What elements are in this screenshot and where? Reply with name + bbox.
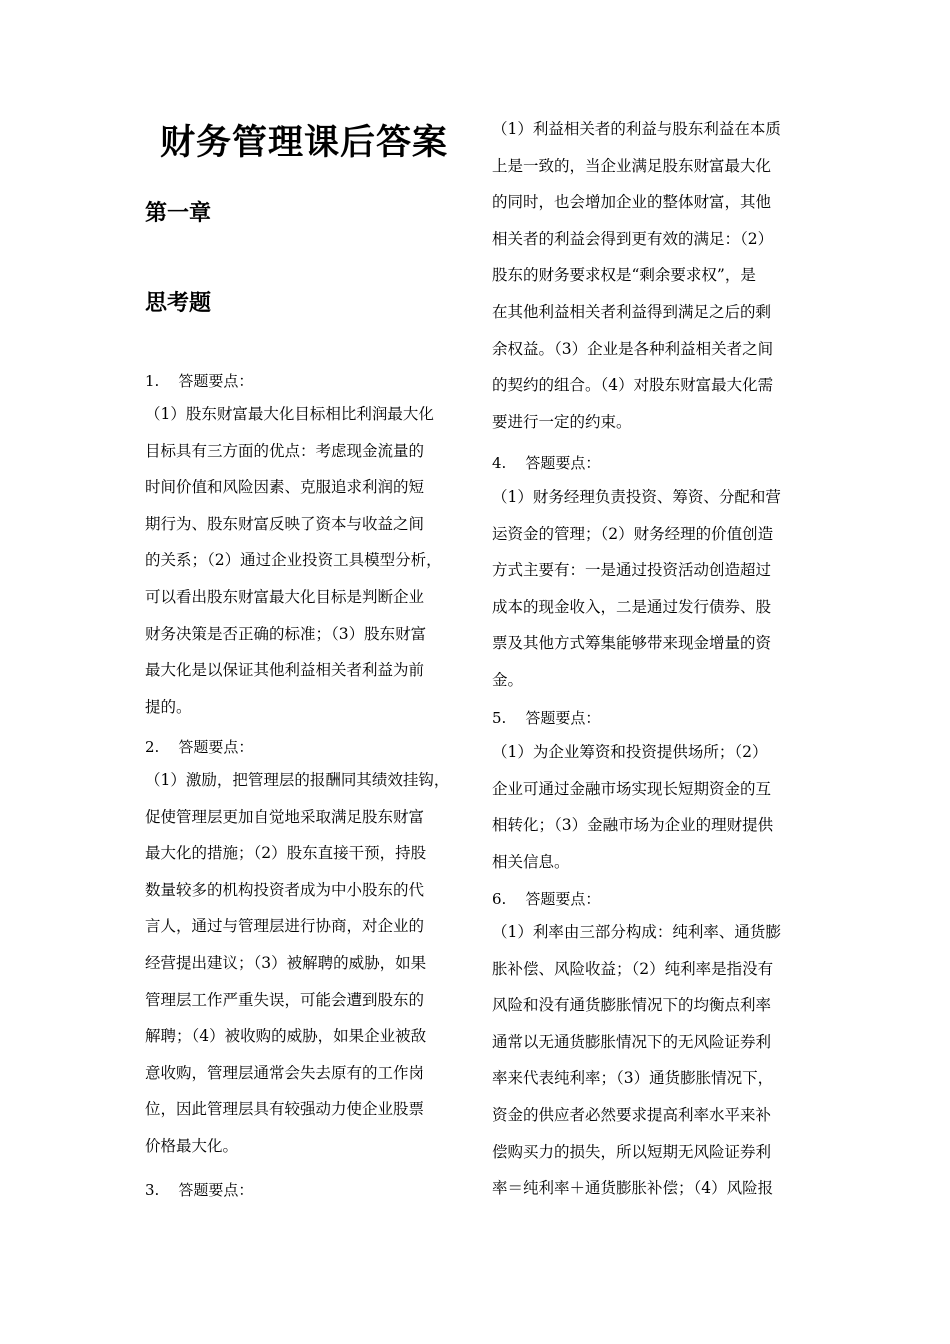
question-1-answer <box>145 396 465 725</box>
text-line: 方式主要有：一是通过投资活动创造超过 <box>492 561 772 580</box>
text-line: 上是一致的，当企业满足股东财富最大化 <box>492 156 772 175</box>
text-line: 率来代表纯利率；（3）通货膨胀情况下， <box>492 1069 774 1088</box>
question-3-label <box>145 1175 253 1205</box>
question-5-answer <box>492 734 812 880</box>
text-line: 价格最大化。 <box>145 1136 239 1155</box>
answer-label: 答题要点： <box>525 454 601 472</box>
text-line: 资金的供应者必然要求提高利率水平来补 <box>492 1105 772 1124</box>
text-line: （1）利益相关者的利益与股东利益在本质 <box>492 120 781 138</box>
question-number: 5. <box>492 709 507 727</box>
text-line: 可以看出股东财富最大化目标是判断企业 <box>145 587 425 606</box>
question-6-label <box>492 884 600 914</box>
text-line: 要进行一定的约束。 <box>492 412 632 431</box>
text-line: （1）利率由三部分构成：纯利率、通货膨 <box>492 923 781 941</box>
text-line: 解聘；（4）被收购的威胁，如果企业被敌 <box>145 1027 427 1046</box>
text-line: （1）财务经理负责投资、筹资、分配和营 <box>492 488 781 506</box>
text-line: 财务决策是否正确的标准；（3）股东财富 <box>145 624 427 643</box>
answer-label: 答题要点： <box>178 1181 254 1199</box>
question-number: 6. <box>492 890 507 908</box>
text-line: 股东的财务要求权是“剩余要求权”，是 <box>492 266 756 285</box>
answer-label: 答题要点： <box>178 372 254 390</box>
question-number: 1. <box>145 372 160 390</box>
question-2-answer <box>145 762 465 1165</box>
text-line: （1）为企业筹资和投资提供场所；（2） <box>492 743 768 761</box>
text-line: 的关系；（2）通过企业投资工具模型分析， <box>145 551 442 570</box>
question-number: 2. <box>145 738 160 756</box>
text-line: 率＝纯利率＋通货膨胀补偿；（4）风险报 <box>492 1179 774 1198</box>
question-3-answer <box>492 111 812 440</box>
text-line: 提的。 <box>145 697 192 716</box>
question-4-label <box>492 448 600 478</box>
text-line: 胀补偿、风险收益；（2）纯利率是指没有 <box>492 959 774 978</box>
text-line: 通常以无通货膨胀情况下的无风险证券利 <box>492 1032 772 1051</box>
question-number: 4. <box>492 454 507 472</box>
text-line: 期行为、股东财富反映了资本与收益之间 <box>145 514 425 533</box>
text-line: 最大化是以保证其他利益相关者利益为前 <box>145 661 425 680</box>
text-line: 相关者的利益会得到更有效的满足：（2） <box>492 229 774 248</box>
text-line: 偿购买力的损失，所以短期无风险证券利 <box>492 1142 772 1161</box>
text-line: 最大化的措施；（2）股东直接干预，持股 <box>145 844 427 863</box>
text-line: 意收购，管理层通常会失去原有的工作岗 <box>145 1063 425 1082</box>
question-4-answer <box>492 479 812 699</box>
text-line: 经营提出建议；（3）被解聘的威胁，如果 <box>145 953 427 972</box>
text-line: 目标具有三方面的优点：考虑现金流量的 <box>145 441 425 460</box>
text-line: 在其他利益相关者利益得到满足之后的剩 <box>492 302 772 321</box>
text-line: 票及其他方式筹集能够带来现金增量的资 <box>492 634 772 653</box>
answer-label: 答题要点： <box>178 738 254 756</box>
text-line: 位，因此管理层具有较强动力使企业股票 <box>145 1100 425 1119</box>
text-line: 余权益。（3）企业是各种利益相关者之间 <box>492 339 774 358</box>
text-line: 管理层工作严重失误，可能会遭到股东的 <box>145 990 425 1009</box>
document-title: 财务管理课后答案 <box>160 122 449 163</box>
answer-label: 答题要点： <box>525 709 601 727</box>
text-line: 相关信息。 <box>492 852 570 871</box>
text-line: 言人，通过与管理层进行协商，对企业的 <box>145 917 425 936</box>
text-line: 企业可通过金融市场实现长短期资金的互 <box>492 779 772 798</box>
text-line: 数量较多的机构投资者成为中小股东的代 <box>145 880 425 899</box>
chapter-heading: 第一章 <box>145 200 212 226</box>
text-line: 成本的现金收入，二是通过发行债券、股 <box>492 597 772 616</box>
text-line: 运资金的管理；（2）财务经理的价值创造 <box>492 524 774 543</box>
question-number: 3. <box>145 1181 160 1199</box>
text-line: 的同时，也会增加企业的整体财富，其他 <box>492 193 772 212</box>
question-1-label <box>145 366 253 396</box>
question-6-answer <box>492 914 812 1207</box>
text-line: 金。 <box>492 670 524 689</box>
question-2-label <box>145 732 253 762</box>
text-line: 时间价值和风险因素、克服追求利润的短 <box>145 478 425 497</box>
text-line: （1）激励，把管理层的报酬同其绩效挂钩， <box>145 771 450 789</box>
question-5-label <box>492 703 600 733</box>
section-heading: 思考题 <box>145 290 212 316</box>
text-line: 的契约的组合。（4）对股东财富最大化需 <box>492 376 774 395</box>
answer-label: 答题要点： <box>525 890 601 908</box>
text-line: 促使管理层更加自觉地采取满足股东财富 <box>145 807 425 826</box>
text-line: 相转化；（3）金融市场为企业的理财提供 <box>492 816 774 835</box>
text-line: （1）股东财富最大化目标相比利润最大化 <box>145 405 434 423</box>
text-line: 风险和没有通货膨胀情况下的均衡点利率 <box>492 996 772 1015</box>
